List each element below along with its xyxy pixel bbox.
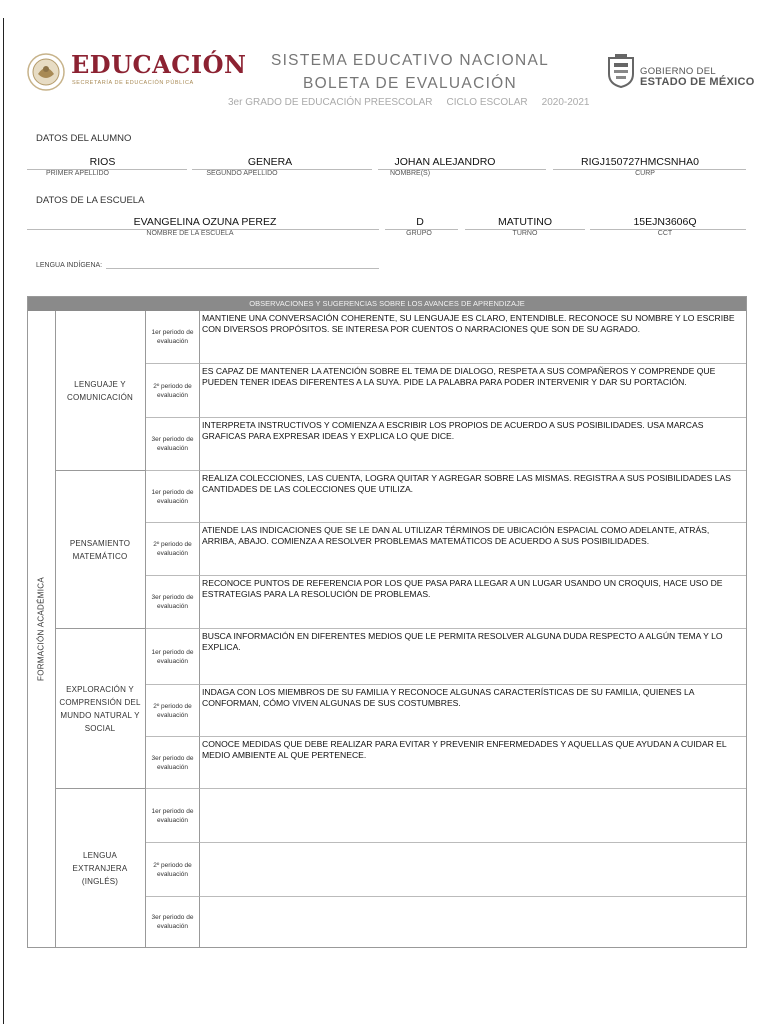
observation-text bbox=[200, 897, 746, 899]
first-surname-label: PRIMER APELLIDO bbox=[45, 170, 110, 177]
student-section-title: DATOS DEL ALUMNO bbox=[36, 133, 132, 144]
gov-logo bbox=[606, 54, 756, 94]
period-cell bbox=[146, 576, 200, 629]
period-label: 3er periodo de evaluación bbox=[151, 436, 194, 452]
cct-label: CCT bbox=[657, 230, 673, 237]
cycle-value: 2020-2021 bbox=[541, 97, 590, 108]
observation-text: ES CAPAZ DE MANTENER LA ATENCIÓN SOBRE EL TEMA DE DIALOGO, RESPETA A SUS COMPAÑEROS Y COMPRENDE QUE PUEDEN TENER IDEAS DIFERENTES A LA SUYA. PIDE LA PALABRA PARA PODER INTERVENIR Y DAR SU PORTACIÓN. bbox=[202, 366, 716, 387]
school-name-label: NOMBRE DE LA ESCUELA bbox=[146, 230, 234, 237]
area-cell bbox=[55, 789, 146, 947]
period-label: 1er periodo de evaluación bbox=[151, 329, 194, 345]
academic-formation-label: FORMACIÓN ACADÉMICA bbox=[36, 577, 46, 681]
school-name-value: EVANGELINA OZUNA PEREZ bbox=[133, 216, 277, 228]
first-surname-value: RIOS bbox=[89, 156, 116, 168]
observation-text: INDAGA CON LOS MIEMBROS DE SU FAMILIA Y RECONOCE ALGUNAS CARACTERÍSTICAS DE SU FAMILIA, QUIENES LA CONFORMAN, CÓMO VIVEN ALGUNAS DE SUS COSTUMBRES. bbox=[202, 687, 695, 708]
group-value: D bbox=[416, 216, 424, 228]
names-value: JOHAN ALEJANDRO bbox=[394, 156, 496, 168]
second-surname-value: GENERA bbox=[247, 156, 293, 168]
document-title-line2: BOLETA DE EVALUACIÓN bbox=[302, 75, 518, 92]
area-cell bbox=[55, 311, 146, 471]
national-seal-icon bbox=[26, 52, 66, 92]
document-title-line1: SISTEMA EDUCATIVO NACIONAL bbox=[270, 52, 550, 69]
sep-logo bbox=[26, 50, 247, 96]
indigenous-language-label: LENGUA INDÍGENA: bbox=[36, 262, 103, 269]
cycle-label: CICLO ESCOLAR bbox=[446, 97, 528, 108]
period-cell bbox=[146, 311, 200, 364]
curp-value: RIGJ150727HMCSNHA0 bbox=[581, 156, 699, 168]
area-name: EXPLORACIÓN Y COMPRENSIÓN DEL MUNDO NATURAL Y SOCIAL bbox=[59, 684, 141, 733]
area-name: LENGUAJE Y COMUNICACIÓN bbox=[67, 379, 133, 402]
period-cell bbox=[146, 364, 200, 418]
observation-cell bbox=[200, 897, 746, 947]
page-left-border bbox=[3, 18, 4, 1024]
period-cell bbox=[146, 418, 200, 471]
period-label: 2º periodo de evaluación bbox=[153, 541, 192, 557]
observation-text: ATIENDE LAS INDICACIONES QUE SE LE DAN AL UTILIZAR TÉRMINOS DE UBICACIÓN ESPACIAL COMO ADELANTE, ATRÁS, ARRIBA, ABAJO. COMIENZA A RESOLVER PROBLEMAS MATEMÁTICOS DE ACUERDO A SUS POSIBILIDADES. bbox=[202, 525, 710, 546]
table-header: OBSERVACIONES Y SUGERENCIAS SOBRE LOS AVANCES DE APRENDIZAJE bbox=[28, 297, 746, 311]
grade-cycle-line bbox=[228, 97, 603, 108]
period-label: 2º periodo de evaluación bbox=[153, 702, 192, 719]
observation-text: BUSCA INFORMACIÓN EN DIFERENTES MEDIOS QUE LE PERMITA RESOLVER ALGUNA DUDA RESPECTO A ALGÚN TEMA Y LO EXPLICA. bbox=[202, 631, 723, 652]
gov-line2: ESTADO DE MÉXICO bbox=[640, 76, 755, 88]
area-cell bbox=[55, 629, 146, 789]
period-label: 1er periodo de evaluación bbox=[151, 648, 194, 665]
school-section-title: DATOS DE LA ESCUELA bbox=[36, 195, 145, 206]
group-label: GRUPO bbox=[406, 230, 432, 237]
indigenous-language-line bbox=[106, 268, 379, 269]
curp-label: CURP bbox=[635, 170, 655, 177]
period-cell bbox=[146, 629, 200, 685]
observation-cell bbox=[200, 629, 746, 685]
period-label: 3er periodo de evaluación bbox=[151, 594, 194, 610]
logo-subtitle: SECRETARÍA DE EDUCACIÓN PÚBLICA bbox=[72, 80, 194, 86]
observation-cell bbox=[200, 311, 746, 364]
period-label: 3er periodo de evaluación bbox=[151, 754, 194, 771]
area-cell bbox=[55, 471, 146, 629]
evaluation-table bbox=[27, 296, 747, 948]
second-surname-label: SEGUNDO APELLIDO bbox=[206, 170, 278, 177]
observation-text: MANTIENE UNA CONVERSACIÓN COHERENTE, SU LENGUAJE ES CLARO, ENTENDIBLE. RECONOCE SU NOMBRE Y LO ESCRIBE CON DIVERSOS PROPÓSITOS. SE INTERESA POR CUENTOS O NARRACIONES QUE SON DE SU AGRADO. bbox=[202, 313, 735, 334]
observation-cell bbox=[200, 418, 746, 471]
grade-label: 3er GRADO DE EDUCACIÓN PREESCOLAR bbox=[228, 97, 433, 108]
observation-cell bbox=[200, 576, 746, 629]
period-label: 1er periodo de evaluación bbox=[151, 807, 194, 824]
observation-cell bbox=[200, 471, 746, 523]
period-label: 2º periodo de evaluación bbox=[153, 382, 192, 399]
logo-word: EDUCACIÓN bbox=[71, 50, 247, 79]
state-shield-icon bbox=[606, 54, 636, 88]
observation-text: INTERPRETA INSTRUCTIVOS Y COMIENZA A ESCRIBIR LOS PROPIOS DE ACUERDO A SUS POSIBILIDADES. USA MARCAS GRAFICAS PARA EXPRESAR IDEAS Y EXPLICA LO QUE DICE. bbox=[202, 420, 704, 441]
academic-formation-column bbox=[28, 311, 56, 947]
observation-text: RECONOCE PUNTOS DE REFERENCIA POR LOS QUE PASA PARA LLEGAR A UN LUGAR USANDO UN CROQUIS, HACE USO DE ESTRATEGIAS PARA LA RESOLUCIÓN DE PROBLEMAS. bbox=[202, 578, 723, 599]
period-cell bbox=[146, 685, 200, 737]
area-name: PENSAMIENTO MATEMÁTICO bbox=[69, 538, 131, 561]
names-label: NOMBRE(S) bbox=[389, 170, 431, 177]
period-cell bbox=[146, 897, 200, 947]
cct-value: 15EJN3606Q bbox=[633, 216, 697, 228]
observation-text bbox=[200, 789, 746, 791]
observation-text: CONOCE MEDIDAS QUE DEBE REALIZAR PARA EVITAR Y PREVENIR ENFERMEDADES Y AQUELLAS QUE AYUDAN A CUIDAR EL MEDIO AMBIENTE AL QUE PERTENECE. bbox=[202, 739, 727, 760]
period-label: 1er periodo de evaluación bbox=[151, 488, 194, 505]
period-cell bbox=[146, 789, 200, 843]
observation-cell bbox=[200, 843, 746, 897]
period-cell bbox=[146, 737, 200, 789]
gov-line1: GOBIERNO DEL bbox=[640, 66, 716, 77]
observation-text bbox=[200, 843, 746, 845]
observation-cell bbox=[200, 685, 746, 737]
period-cell bbox=[146, 471, 200, 523]
observation-text: REALIZA COLECCIONES, LAS CUENTA, LOGRA QUITAR Y AGREGAR SOBRE LAS MISMAS. REGISTRA A SUS POSIBILIDADES LAS CANTIDADES DE LAS COLECCIONES QUE UTILIZA. bbox=[202, 473, 731, 494]
area-name: LENGUA EXTRANJERA (INGLÉS) bbox=[72, 850, 128, 886]
period-cell bbox=[146, 843, 200, 897]
shift-value: MATUTINO bbox=[497, 216, 553, 228]
observation-cell bbox=[200, 523, 746, 576]
period-label: 2º periodo de evaluación bbox=[153, 861, 192, 878]
shift-label: TURNO bbox=[512, 230, 538, 237]
observation-cell bbox=[200, 789, 746, 843]
period-cell bbox=[146, 523, 200, 576]
observation-cell bbox=[200, 737, 746, 789]
observation-cell bbox=[200, 364, 746, 418]
period-label: 3er periodo de evaluación bbox=[151, 914, 194, 930]
